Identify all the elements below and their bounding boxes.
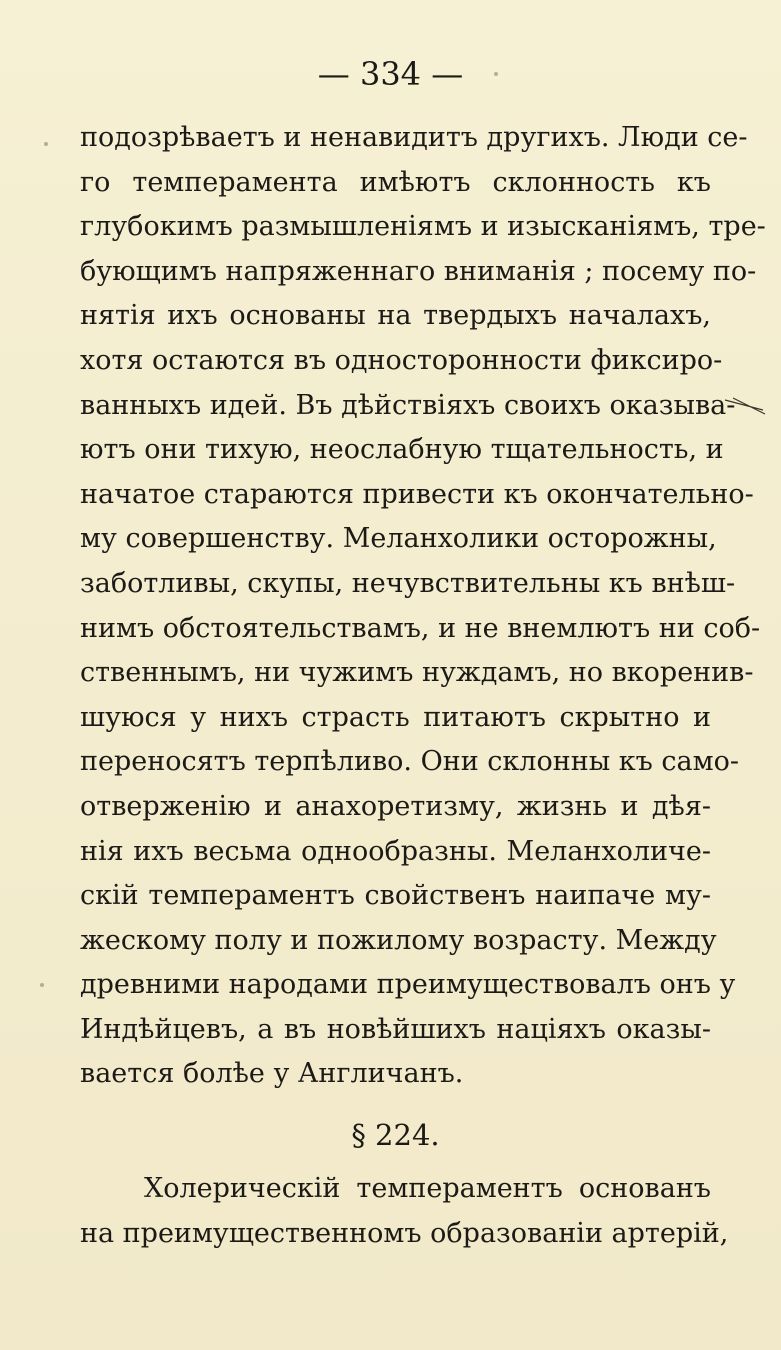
margin-mark-icon [723,396,767,416]
text-line: ванныхъ идей. Въ дѣйствіяхъ своихъ оказыва- [80,389,736,421]
text-line: нимъ обстоятельствамъ, и не внемлютъ ни соб- [80,612,761,644]
text-line: шуюся у нихъ страсть питаютъ скрытно и [80,701,711,733]
section-heading: § 224. [351,1118,440,1153]
text-line: начатое стараются привести къ окончательно- [80,478,754,510]
text-line: отверженію и анахоретизму, жизнь и дѣя- [80,790,711,822]
text-line-last: вается болѣе у Англичанъ. [80,1058,464,1090]
ink-speck [44,142,48,146]
page-number: — 334 — [317,55,464,93]
text-line: глубокимъ размышленіямъ и изысканіямъ, тре- [80,211,766,243]
text-line: скій темпераментъ свойственъ наипаче му- [80,880,711,912]
text-line: заботливы, скупы, нечувствительны къ внѣш- [80,567,736,599]
text-line: бующимъ напряженнаго вниманія ; посему по- [80,255,757,287]
text-line: Индѣйцевъ, а въ новѣйшихъ націяхъ оказы- [80,1013,711,1045]
text-line: му совершенству. Меланхолики осторожны, [80,523,717,555]
text-line: на преимущественномъ образованіи артерій, [80,1217,729,1249]
text-line: подозрѣваетъ и ненавидитъ другихъ. Люди се- [80,122,748,153]
text-line: хотя остаются въ односторонности фиксиро- [80,344,723,376]
text-line: переносятъ терпѣливо. Они склонны къ само- [80,746,739,778]
text-line: древними народами преимуществовалъ онъ у [80,969,736,1001]
text-line: нятія ихъ основаны на твердыхъ началахъ, [80,300,711,332]
ink-speck [40,983,44,987]
text-line: нія ихъ весьма однообразны. Меланхоличе- [80,835,711,867]
text-line: ютъ они тихую, неослабную тщательность, и [80,434,724,466]
body-text [80,116,766,1256]
text-line: ственнымъ, ни чужимъ нуждамъ, но вкоренив- [80,657,754,689]
ink-speck [494,72,498,76]
text-line: го темперамента имѣютъ склонность къ [80,166,711,198]
text-line-indented: Холерическій темпераментъ основанъ [144,1173,711,1205]
text-line: жескому полу и пожилому возрасту. Между [80,924,717,956]
